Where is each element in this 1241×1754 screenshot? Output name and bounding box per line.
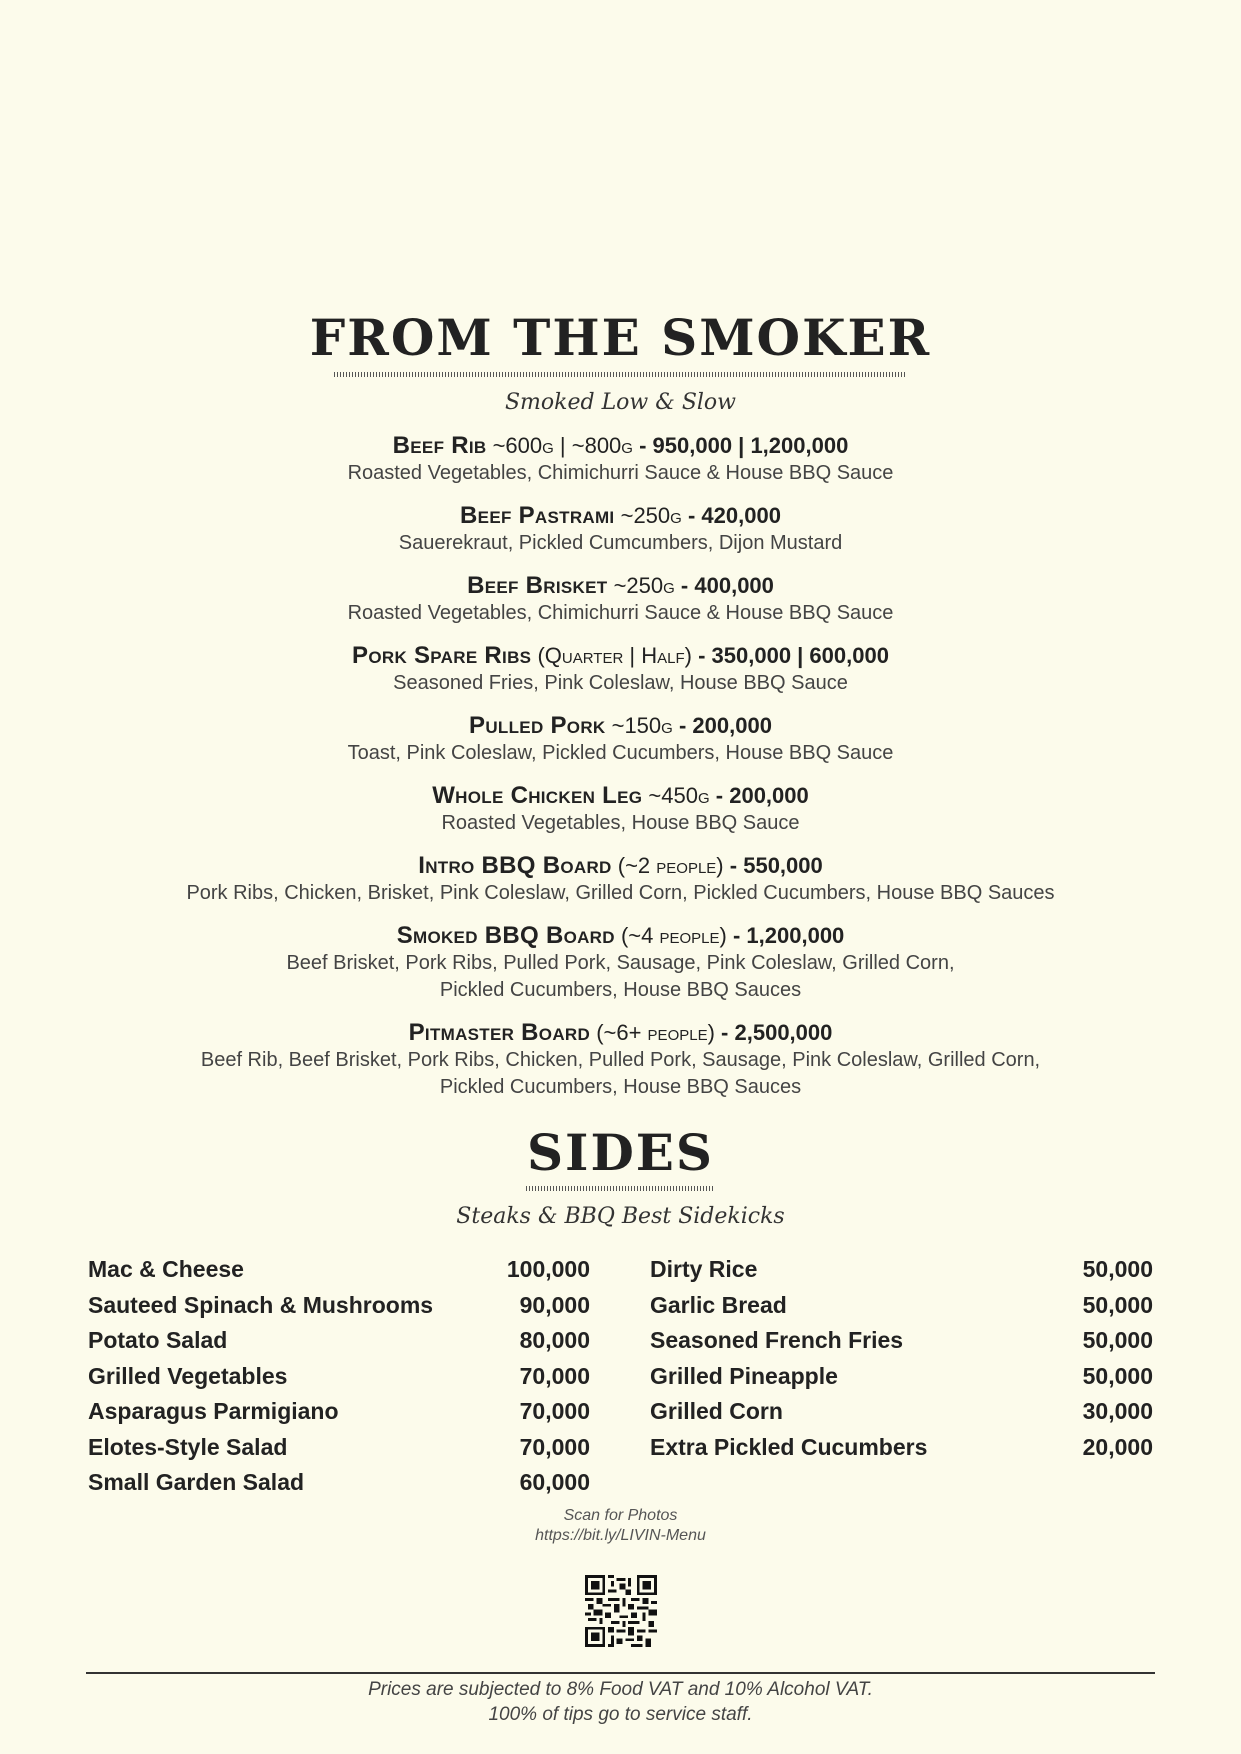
side-item-price: 20,000 (1082, 1433, 1153, 1460)
side-item (650, 1430, 1153, 1466)
menu-item-price: 350,000 | 600,000 (711, 643, 889, 668)
menu-item-name: Smoked BBQ Board (396, 922, 615, 949)
menu-item-heading (0, 712, 1241, 740)
side-item-name: Garlic Bread (650, 1291, 787, 1318)
menu-item-description: Beef Brisket, Pork Ribs, Pulled Pork, Sausage, Pink Coleslaw, Grilled Corn, (286, 952, 955, 974)
side-item-name: Small Garden Salad (88, 1469, 305, 1495)
menu-item (0, 642, 1241, 697)
side-item (650, 1288, 1153, 1324)
side-item (650, 1252, 1153, 1288)
menu-item-description: Seasoned Fries, Pink Coleslaw, House BBQ Sauce (393, 672, 848, 694)
menu-item-description: Roasted Vegetables, Chimichurri Sauce & House BBQ Sauce (347, 462, 894, 484)
sides-title: SIDES (526, 1123, 715, 1182)
menu-item (0, 1019, 1241, 1101)
menu-item-separator: - (678, 713, 687, 738)
side-item-name: Asparagus Parmigiano (88, 1398, 339, 1424)
menu-item-description: Toast, Pink Coleslaw, Pickled Cucumbers, House BBQ Sauce (347, 742, 894, 764)
menu-item-portion: ~250g (620, 503, 682, 528)
side-item (88, 1252, 590, 1288)
menu-item-description: Pickled Cucumbers, House BBQ Sauces (439, 979, 802, 1001)
smoker-subtitle: Smoked Low & Slow (504, 390, 737, 415)
smoker-title-rule (334, 372, 907, 377)
side-item-name: Elotes-Style Salad (88, 1433, 288, 1460)
menu-item-separator: - (680, 573, 689, 598)
side-item (650, 1359, 1153, 1395)
side-item (88, 1288, 590, 1324)
side-item-name: Dirty Rice (650, 1256, 758, 1282)
menu-item-price: 550,000 (743, 853, 823, 878)
menu-item-portion: ~150g (611, 713, 673, 738)
menu-item-separator: - (721, 1020, 729, 1045)
menu-item-price: 2,500,000 (734, 1020, 833, 1045)
menu-item-price: 1,200,000 (746, 923, 845, 948)
menu-item-separator: - (732, 923, 741, 948)
menu-item-description: Roasted Vegetables, House BBQ Sauce (441, 812, 800, 834)
menu-item-heading (0, 922, 1241, 950)
sides-subtitle: Steaks & BBQ Best Sidekicks (456, 1204, 785, 1229)
smoker-title: FROM THE SMOKER (309, 308, 932, 367)
menu-item-separator: - (687, 503, 696, 528)
menu-item-price: 420,000 (701, 503, 781, 528)
side-item (88, 1394, 590, 1430)
menu-item-portion: (~4 people) (620, 923, 727, 948)
side-item-name: Seasoned French Fries (650, 1327, 904, 1353)
sides-title-rule (526, 1186, 715, 1191)
footer-tips-note: 100% of tips go to service staff. (488, 1704, 753, 1725)
menu-item-name: Pitmaster Board (408, 1019, 591, 1046)
scan-label: Scan for Photos (563, 1507, 678, 1524)
footer-divider (86, 1672, 1155, 1674)
sides-left-column (88, 1252, 590, 1501)
footer-vat-note: Prices are subjected to 8% Food VAT and 10% Alcohol VAT. (368, 1679, 873, 1700)
menu-item-description: Pickled Cucumbers, House BBQ Sauces (439, 1076, 802, 1098)
menu-item-portion: (Quarter | Half) (537, 643, 692, 668)
menu-item-portion: ~250g (613, 573, 675, 598)
side-item (88, 1359, 590, 1395)
side-item-name: Grilled Vegetables (88, 1362, 288, 1389)
side-item-name: Extra Pickled Cucumbers (650, 1433, 928, 1460)
side-item (88, 1430, 590, 1466)
side-item-price: 70,000 (519, 1398, 590, 1424)
menu-item-description: Beef Rib, Beef Brisket, Pork Ribs, Chicken, Pulled Pork, Sausage, Pink Coleslaw, Grilled Corn, (200, 1049, 1041, 1071)
menu-item-name: Whole Chicken Leg (432, 782, 643, 809)
side-item-name: Grilled Pineapple (650, 1362, 838, 1389)
menu-item-separator: - (698, 643, 706, 668)
menu-item-heading (0, 852, 1241, 880)
menu-item-price: 200,000 (692, 713, 772, 738)
menu-item-description: Pork Ribs, Chicken, Brisket, Pink Coleslaw, Grilled Corn, Pickled Cucumbers, House BBQ Sauces (186, 882, 1055, 904)
side-item-price: 50,000 (1082, 1291, 1153, 1318)
menu-item-name: Beef Pastrami (460, 502, 615, 529)
smoker-item-list (0, 432, 1241, 1116)
menu-item-separator: - (715, 783, 724, 808)
menu-item-portion: ~600g | ~800g (492, 433, 633, 458)
menu-item (0, 852, 1241, 907)
menu-item-portion: (~6+ people) (596, 1020, 715, 1045)
side-item-price: 50,000 (1082, 1327, 1153, 1353)
menu-item (0, 432, 1241, 487)
side-item-name: Mac & Cheese (88, 1256, 244, 1282)
menu-item-name: Pork Spare Ribs (352, 642, 532, 669)
side-item-name: Grilled Corn (650, 1398, 783, 1424)
menu-item-portion: (~2 people) (617, 853, 724, 878)
side-item (650, 1394, 1153, 1430)
side-item-name: Sauteed Spinach & Mushrooms (88, 1291, 434, 1318)
menu-item-portion: ~450g (648, 783, 710, 808)
menu-item-separator: - (639, 433, 647, 458)
side-item (88, 1465, 590, 1501)
side-item (650, 1323, 1153, 1359)
menu-item-separator: - (729, 853, 738, 878)
side-item-price: 70,000 (519, 1362, 590, 1389)
scan-url[interactable]: https://bit.ly/LIVIN-Menu (535, 1527, 706, 1544)
menu-item-heading (0, 642, 1241, 670)
menu-item-description: Sauerekraut, Pickled Cumcumbers, Dijon Mustard (398, 532, 843, 554)
sides-right-column (650, 1252, 1153, 1465)
menu-item-heading (0, 432, 1241, 460)
side-item-price: 30,000 (1082, 1398, 1153, 1424)
side-item-price: 80,000 (519, 1327, 590, 1353)
side-item-price: 60,000 (519, 1469, 590, 1495)
side-item-price: 50,000 (1082, 1256, 1153, 1282)
menu-item-heading (0, 782, 1241, 810)
menu-item-name: Pulled Pork (469, 712, 606, 739)
footer-note (0, 1677, 1241, 1727)
menu-item-name: Beef Brisket (467, 572, 608, 599)
menu-item-price: 200,000 (729, 783, 809, 808)
menu-item-name: Intro BBQ Board (418, 852, 612, 879)
side-item-price: 100,000 (506, 1256, 590, 1282)
menu-item (0, 572, 1241, 627)
side-item-price: 50,000 (1082, 1362, 1153, 1389)
menu-item-name: Beef Rib (392, 432, 487, 459)
menu-item-heading (0, 572, 1241, 600)
menu-item (0, 782, 1241, 837)
qr-code-icon[interactable] (585, 1575, 657, 1647)
menu-item (0, 502, 1241, 557)
side-item-price: 70,000 (519, 1433, 590, 1460)
menu-item (0, 922, 1241, 1004)
side-item (88, 1323, 590, 1359)
menu-item-price: 950,000 | 1,200,000 (652, 433, 849, 458)
menu-item-description: Roasted Vegetables, Chimichurri Sauce & House BBQ Sauce (347, 602, 894, 624)
menu-item-heading (0, 502, 1241, 530)
side-item-price: 90,000 (519, 1291, 590, 1318)
menu-item-price: 400,000 (694, 573, 774, 598)
menu-item-heading (0, 1019, 1241, 1047)
side-item-name: Potato Salad (88, 1327, 228, 1353)
menu-item (0, 712, 1241, 767)
